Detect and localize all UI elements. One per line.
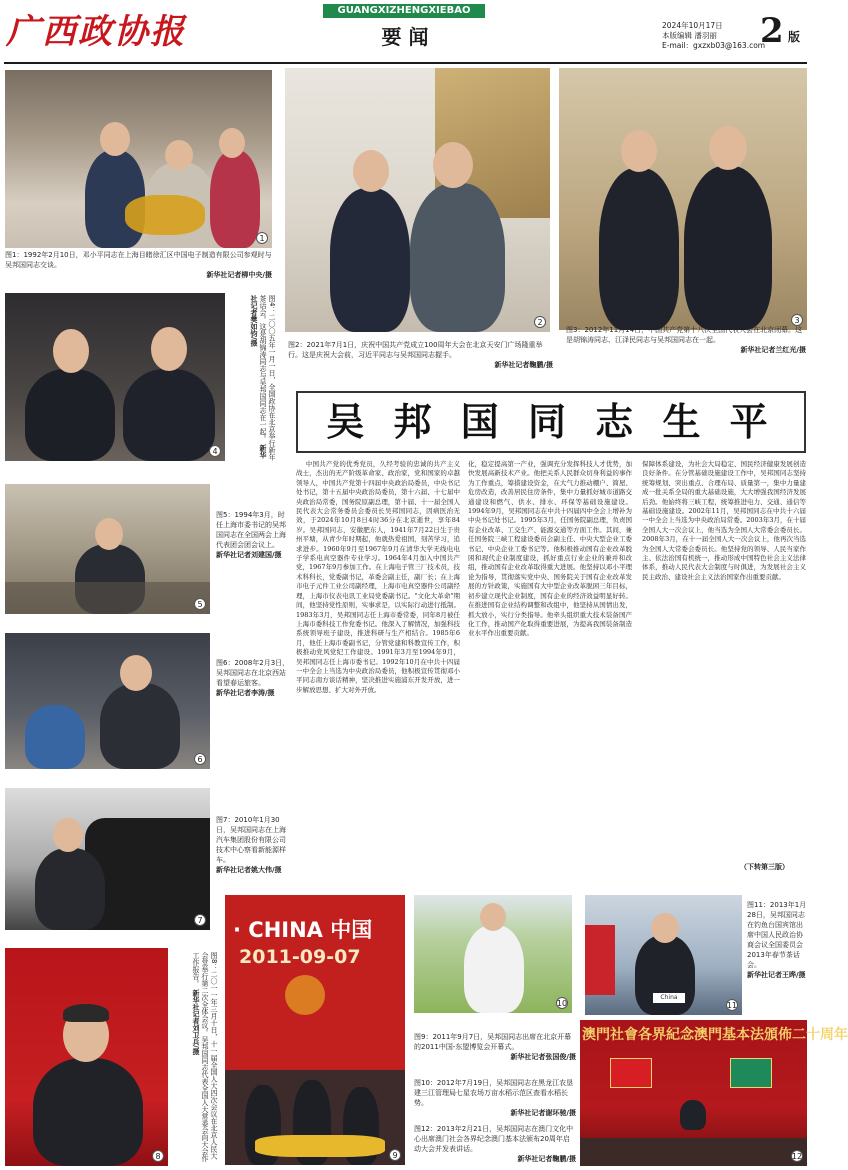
photo-number-5: 5 [194,598,206,610]
photo-1 [5,70,272,248]
section-title: 要 闻 [381,25,429,49]
issue-date: 2024年10月17日 [662,21,723,30]
photo-2 [285,68,550,332]
caption-9-credit: 新华社记者张国俊/摄 [510,1053,576,1061]
pinyin-banner: GUANGXIZHENGXIEBAO [323,4,485,18]
caption-3: 图3：2012年11月14日，中国共产党第十八次全国代表大会在北京闭幕。这是胡锦涛同志、江泽民同志与吴邦国同志在一起。 新华社记者兰红光/摄 [566,326,806,354]
caption-5-credit: 新华社记者刘建国/摄 [216,551,282,559]
caption-10-credit: 新华社记者谢环驰/摄 [510,1109,576,1117]
caption-4-credit: 新华社记者樊如钧/摄 [250,295,267,459]
masthead [0,0,811,64]
caption-4: 图4：二〇〇五年一月一日，全国政协在北京举行新年茶话会。这是胡锦涛同志与吴邦国同志在一起。 新华社记者樊如钧/摄 [250,295,276,461]
caption-12-credit: 新华社记者鞠鹏/摄 [517,1155,576,1163]
caption-8-credit: 新华社记者刘卫兵/摄 [192,989,200,1055]
photo-number-3: 3 [791,314,803,326]
photo-5 [5,484,210,614]
page-editor: 本版编辑 潘羽丽 [662,31,717,40]
photo-number-1: 1 [256,232,268,244]
photo-number-11: 11 [726,1000,738,1010]
macau-banner-text: 澳門社會各界紀念澳門基本法頒佈二十周年 [582,1027,848,1043]
caption-1: 图1：1992年2月10日，邓小平同志在上海目睹徐汇区中国电子制造有限公司参观时与吴邦国同志交谈。 新华社记者柳中央/摄 [5,251,272,279]
caption-11-credit: 新华社记者王晔/摄 [747,971,806,979]
caption-7-credit: 新华社记者姚大伟/摄 [216,866,282,874]
photo-number-2: 2 [534,316,546,328]
caption-10: 图10：2012年7月19日，吴邦国同志在黑龙江农垦建三江管理局七星农场万亩水稻示范区查看水稻长势。 新华社记者谢环驰/摄 [414,1079,576,1117]
photo-11: China 11 [585,895,742,1015]
caption-2: 图2：2021年7月1日，庆祝中国共产党成立100周年大会在北京天安门广场隆重举行。这是庆祝大会前，习近平同志与吴邦国同志握手。 新华社记者鞠鹏/摄 [288,341,553,369]
body-column-3: 保障体系建设，为社会大局稳定、国民经济健康发展创造良好条件。在分管基础设施建设工作中，吴邦国同志坚持统筹规划、突出重点、合理布局、质量第一，集中力量建成一批关系全局的重大基础设施，大大增强我国经济发展后劲。他始终将三峡工程，统筹推进电力、交通、通信等基础设施建设。2002年11月，吴邦国同志在中共十六届一中全会上当选为中央政治局常委。2003年3月，在十届全国人大一次会议上，他当选为全国人大常委会委员长。2008年3月，在十一届全国人大一次会议上，他再次当选为全国人大常委会委员长。他坚持党的领导、人民当家作主、依法治国有机统一，推动形成中国特色社会主义法律体系，推动人民代表大会制度与时俱进，为发展社会主义民主政治、建设社会主义法治国家作出重要贡献。 [642,460,806,581]
headline: 吴 邦 国 同 志 生 平 [326,399,776,444]
photo-number-6: 6 [194,753,206,765]
photo-number-7: 7 [194,914,206,926]
photo-3 [559,68,807,330]
caption-9: 图9：2011年9月7日，吴邦国同志出席在北京开幕的2011中国-东盟博览会开幕式。 新华社记者张国俊/摄 [414,1033,576,1061]
caption-7: 图7：2010年1月30日，吴邦国同志在上海汽车集团股份有限公司技术中心察看新能源样车。 新华社记者姚大伟/摄 [216,815,290,875]
caption-6: 图6：2008年2月3日，吴邦国同志在北京西站看望春运旅客。 新华社记者李涛/摄 [216,659,290,697]
photo-number-9: 9 [389,1149,401,1161]
caption-11: 图11：2013年1月28日，吴邦国同志在钓鱼台国宾馆出席中国人民政治协商会议全国委员会2013年春节茶话会。 新华社记者王晔/摄 [747,901,807,979]
newspaper-logo: 广西政协报 [6,12,186,52]
photo-12 [580,1020,848,1166]
photo-number-10: 10 [556,998,568,1008]
photo-number-8: 8 [152,1150,164,1162]
photo-9 [225,895,405,1165]
page-number-suffix: 版 [788,30,801,44]
masthead-rule [4,62,807,64]
caption-2-credit: 新华社记者鞠鹏/摄 [494,361,553,369]
caption-3-credit: 新华社记者兰红光/摄 [740,346,806,354]
headline-box [296,391,806,453]
china-banner-text: · CHINA 中国 [233,918,373,942]
photo-8 [5,948,168,1166]
photo-number-12: 12 [791,1151,803,1161]
body-column-2: 化，稳定提高第一产业，强调充分发挥科技人才优势，加快发展高新技术产业。他把关系人民群众切身利益的事作为工作重点，筹措建设资金，在大气力推动棚户、简屋、危房改造，改善居民住房条件，集中力量抓好城市道路交通建设和燃气、供水、排水、环保等基础设施建设。1994年9月，吴邦国同志在中共十四届四中全会上增补为中央书记处书记。1995年3月，任国务院副总理，负责国有企业改革、工交生产、能源交通等方面工作。其间，兼任国务院三峡工程建设委员会副主任、中央大型企业工委书记、中央企业工委书记等。他积极推动国有企业改革脱困和现代企业制度建设，抓好重点行业企业的兼并和改组，推动国有企业改革取得重大进展。他坚持以邓小平理论为指导，贯彻落实党中央、国务院关于国有企业改革发展的方针政策，实施国有大中型企业改革脱困三年目标，初步建立现代企业制度，国有企业的经济效益明显好转。在推进国有企业结构调整和改组中，他坚持从国情出发，抓大放小，实行分类指导。他牵头组织重大技术装备国产化工作，推动国产化取得重要进展，为提高我国装备制造业水平作出重要贡献。 [468,460,632,638]
caption-8: 图8：二〇一一年三月十日，十一届全国人大四次会议在北京人民大会堂举行第二次全体会议。吴邦国同志代表全国人大常委会向大会作工作报告。 新华社记者刘卫兵/摄 [192,952,218,1162]
photo-6 [5,633,210,769]
photo-4 [5,293,225,461]
caption-12: 图12：2013年2月21日，吴邦国同志在澳门文化中心出席澳门社会各界纪念澳门基本法颁布20周年启动大会并发表讲话。 新华社记者鞠鹏/摄 [414,1125,576,1163]
caption-5: 图5：1994年3月，时任上海市委书记的吴邦国同志在全国两会上海代表团会团会议上。 新华社记者刘建国/摄 [216,510,290,560]
photo-10 [414,895,572,1013]
caption-1-credit: 新华社记者柳中央/摄 [206,271,272,279]
caption-6-credit: 新华社记者李涛/摄 [216,689,275,697]
editor-email: E-mail：gxzxb03@163.com [662,41,766,50]
continued-note: （下转第三版） [740,863,789,871]
china-banner-date: 2011-09-07 [239,946,361,968]
page-number: 2 [760,11,784,51]
photo-7 [5,788,210,930]
photo-number-4: 4 [209,445,221,457]
body-column-1: 中国共产党的优秀党员，久经考验的忠诚的共产主义战士，杰出的无产阶级革命家、政治家，党和国家的卓越领导人，中国共产党第十四届中央政治局委员，中央书记处书记，第十五届中央政治局委员，第十六届、十七届中央政治局常委，国务院原副总理，第十届、十一届全国人民代表大会常务委员会委员长吴邦国同志，因病医治无效，于2024年10月8日4时36分在北京逝世，享年84岁。吴邦国同志，安徽肥东人，1941年7月22日生于贵州平塘，从青少年时期起，他就热爱祖国，刻苦学习，追求进步。1960年9月至1967年9月在清华大学无线电电子学系电真空器件专业学习。1964年4月加入中国共产党，1967年9月参加工作。在上海电子管三厂技术员，技术科科长，党委副书记，革委会副主任，副厂长；在上海市电子元件工业公司副经理，上海市电真空器件公司副经理，上海市仪表电讯工业局党委副书记。"文化大革命"期间，他坚持党性原则，实事求是，以实际行动进行抵制。1983年3月，吴邦国同志任上海市委常委，同年8月被任上海市委科技工作党委书记。他深入了解情况，加强科技系统领导班子建设，推进科研与生产相结合。1985年6月，他任上海市委副书记，分管党建和科教宣传工作，积极推动党风党纪工作建设。1991年3月至1994年9月，吴邦国同志任上海市委书记。1992年10月在中共十四届一中全会上当选为中央政治局委员，他积极宣传贯彻邓小平同志南方谈话精神，坚决推进实施浦东开发开放，进一步解放思想、扩大对外开放。 [296,460,460,694]
